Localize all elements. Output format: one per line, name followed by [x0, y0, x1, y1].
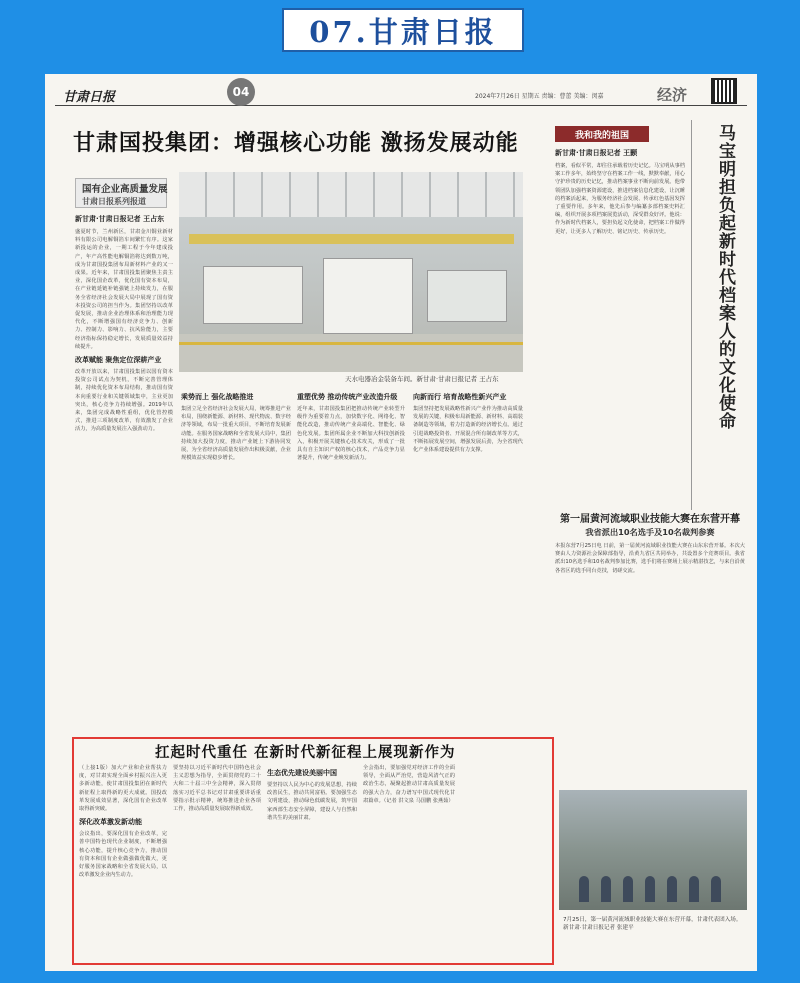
bottom-article-text-3: 要坚持以习近平新时代中国特色社会主义思想为指导，全面贯彻党的二十大和二十届三中全会精神，深入贯彻落实习近平总书记对甘肃重要讲话重要指示批示精神，统筹推进企业各项工作，推动高质量发展取得新成效。 [173, 765, 261, 813]
bottom-headline: 扛起时代重任 在新时代新征程上展现新作为 [155, 745, 456, 761]
bottom-article-subhead-4: 生态优先建设美丽中国 [267, 769, 337, 777]
main-article-column-1 [75, 214, 173, 719]
section-name: 经济 [657, 86, 688, 104]
main-article-subhead-3: 乘势而上 强化战略推进 [181, 393, 254, 401]
column-divider [691, 120, 692, 510]
main-article-text-3: 集团立足全省经济社会发展大局，统筹推进产业布局，围绕新能源、新材料、现代物流、数字经济等领域，布局一批重大项目，不断培育发展新动能。在服务国家战略和全省发展大局中，集团持续加大投资力度，推动产业链上下游协同发展，为全省经济高质量发展作出积极贡献，企业规模效益实现稳步增长。 [181, 406, 291, 462]
bottom-article-text-4: 要坚持以人民为中心的发展思想，持续改善民生，推动共同富裕。要加强生态文明建设，推动绿色低碳发展，筑牢国家西部生态安全屏障，建设人与自然和谐共生的美丽甘肃。 [267, 782, 357, 821]
side-story-text: 本报东营7月25日电 日前，第一届黄河流域职业技能大赛在山东东营开幕。本次大赛由人力资源社会保障部指导，沿黄九省区共同举办，共设置多个竞赛项目。我省派出10名选手和10名裁判参加比赛，选手们将在赛场上展示精湛技艺，与来自沿黄各省区的选手同台竞技，切磋交流。 [555, 543, 745, 574]
main-article-byline: 新甘肃·甘肃日报记者 王占东 [75, 215, 165, 223]
newspaper-page [45, 74, 757, 971]
bottom-article-text-1: （上接1版）加大产业和企业帮扶力度，对甘肃实现全面乡村振兴注入更多新动能，使甘肃国投集团在新时代新征程上取得新的更大成就。国投改革发展成效显著，深化国有企业改革取得新突破。 [79, 765, 167, 813]
profile-article [555, 148, 685, 504]
main-article-text-1: 盛夏时节，兰州新区，甘肃金川铜业新材料有限公司电解铜箔车间繁忙有序。这家新投运的企业，一期工程于今年建成投产，年产高性能电解铜箔将达到数万吨，成为甘肃国投集团布局新材料产业的又一成果。近年来，甘肃国投集团聚焦主责主业，深化国企改革，优化国有资本布局，在产业链延链补链强链上持续发力，在服务全省经济社会发展大局中展现了国有资本投资公司的担当作为。集团坚持以改革促发展，推动企业治理体系和治理能力现代化，不断增强国有经济竞争力、创新力、控制力、影响力、抗风险能力，主要经济指标保持稳定增长，发展质量效益持续提升。 [75, 229, 173, 350]
side-story-subtitle: 我省派出10名选手及10名裁判参赛 [585, 527, 715, 537]
competition-photo [559, 790, 747, 910]
date-info: 2024年7月26日 星期五 责编：曹蕾 美编：闵嘉 [475, 93, 604, 100]
series-label-subtitle: 甘肃日报系列报道 [82, 197, 146, 206]
masthead [55, 84, 747, 106]
main-article-subhead-4: 重塑优势 推动传统产业改造升级 [297, 393, 398, 401]
main-article-subhead-5: 向新而行 培育战略性新兴产业 [413, 393, 507, 401]
page-banner: 07.甘肃日报 [282, 8, 524, 52]
profile-byline: 新甘肃·甘肃日报记者 王颢 [555, 149, 638, 157]
vertical-headline: 马宝明担负起新时代档案人的文化使命 [715, 124, 735, 430]
main-article-text-5: 集团坚持把发展战略性新兴产业作为推动高质量发展的关键，积极布局新能源、新材料、高端装备制造等领域，着力打造新的经济增长点。通过引进战略投资者、开展混合所有制改革等方式，不断拓展发展空间，增强发展后劲，为全省现代化产业体系建设提供有力支撑。 [413, 406, 523, 454]
bottom-article-column-1 [79, 764, 167, 960]
bottom-article-column-3 [267, 764, 357, 960]
profile-text: 档案，看似平常，却往往承载着历史记忆。马宝明从事档案工作多年，始终坚守在档案工作一线，默默奉献，用心守护珍贵的历史记忆，推动档案事业不断向前发展。他带领团队加强档案资源建设，推进档案信息化建设，让沉睡的档案活起来，为服务经济社会发展、传承红色基因发挥了重要作用。多年来，他先后参与编纂多部档案史料汇编，组织开展多项档案展览活动，深受群众好评。他说：作为新时代档案人，要担负起文化使命，把档案工作做得更好，让更多人了解历史、铭记历史、传承历史。 [555, 163, 685, 235]
competition-photo-caption: 7月25日，第一届黄河流域职业技能大赛在东营开幕，甘肃代表团入场。新甘肃·甘肃日报记者 张建平 [563, 917, 742, 931]
qr-code-icon [711, 78, 737, 104]
column-tab: 我和我的祖国 [555, 126, 649, 142]
page-number-badge: 04 [227, 78, 255, 106]
factory-photo [179, 172, 523, 372]
main-headline: 甘肃国投集团：增强核心功能 激扬发展动能 [73, 131, 519, 156]
main-article-column-4 [413, 388, 523, 720]
main-article-text-4: 近年来，甘肃国投集团把推动传统产业转型升级作为重要着力点，加快数字化、网络化、智能化改造，推动传统产业高端化、智能化、绿色化发展。集团所属企业不断加大科技创新投入，积极开展关键核心技术攻关，形成了一批具有自主知识产权的核心技术，产品竞争力显著提升，传统产业焕发新活力。 [297, 406, 405, 462]
series-label-title: 国有企业高质量发展 [82, 184, 168, 195]
bottom-article-column-2 [173, 764, 261, 960]
bottom-article-text-5: 全会指出，要加强党对经济工作的全面领导，全面从严治党，营造风清气正的政治生态，凝聚起推动甘肃高质量发展的强大合力，奋力谱写中国式现代化甘肃篇章。（记者 洪文泉 马国鹏 张燕茹） [363, 765, 455, 804]
main-article-subhead-2: 改革赋能 聚焦定位深耕产业 [75, 356, 162, 365]
bottom-article-column-4 [363, 764, 455, 960]
main-article-column-3 [297, 388, 405, 720]
side-story-title: 第一届黄河流域职业技能大赛在东营开幕 [560, 514, 740, 525]
newspaper-logo: 甘肃日报 [63, 90, 116, 105]
main-article-column-2 [181, 388, 291, 720]
bottom-article-subhead-2: 深化改革激发新动能 [79, 818, 142, 827]
bottom-article-text-2: 会议指出，要深化国有企业改革，完善中国特色现代企业制度，不断增强核心功能，提升核心竞争力，推动国有资本和国有企业做强做优做大，更好服务国家战略和全省发展大局，以改革激发企业内生动力。 [79, 831, 167, 879]
main-article-text-2: 改革开放以来，甘肃国投集团以国有资本投资公司试点为契机，不断完善管理体制，持续优化资本布局结构，推动国有资本向重要行业和关键领域集中，主业更加突出，核心竞争力持续增强。2019年以来，集团完成战略性重组，优化管控模式，推进三项制度改革，有效激发了企业活力，为高质量发展注入强劲动力。 [75, 369, 173, 433]
side-story [555, 510, 745, 638]
factory-photo-caption: 天水电器冶金装备车间。新甘肃·甘肃日报记者 王占东 [345, 375, 499, 383]
series-label [75, 178, 167, 208]
